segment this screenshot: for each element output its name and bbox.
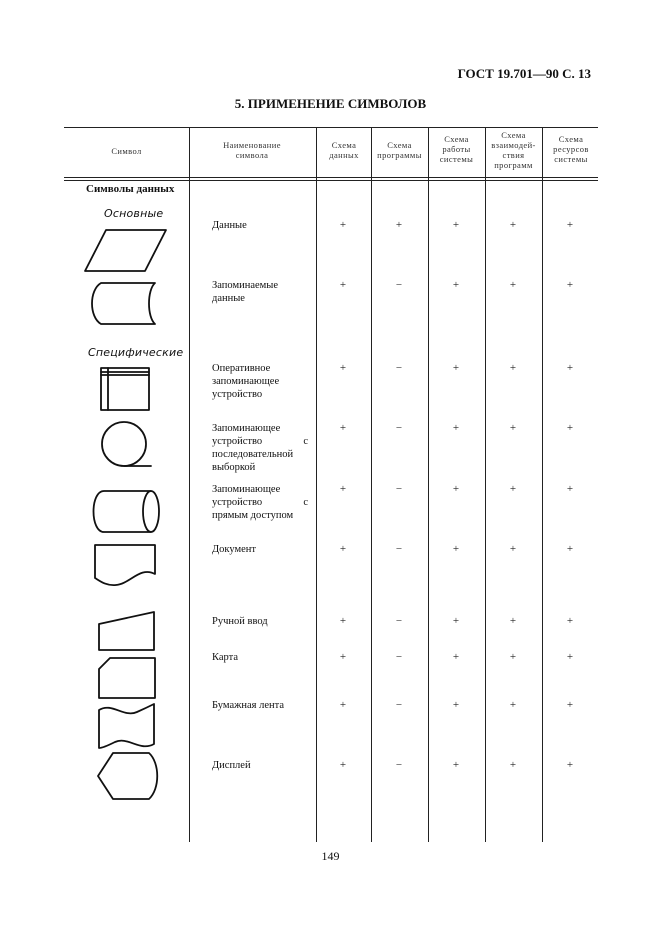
page-number: 149	[321, 849, 340, 863]
mark-cell: +	[339, 759, 347, 771]
card-icon	[99, 658, 155, 698]
mark-cell: +	[509, 422, 517, 434]
mark-cell: −	[395, 279, 403, 291]
mark-cell: +	[339, 543, 347, 555]
manual-input-icon	[99, 612, 154, 650]
sequential-access-storage-icon	[102, 422, 151, 466]
column-header-system-work-scheme: Схема работы системы	[439, 134, 474, 164]
mark-cell: +	[566, 362, 574, 374]
mark-cell: +	[339, 615, 347, 627]
group-title: Символы данных	[86, 183, 175, 195]
row-name-document: Документ	[212, 544, 256, 555]
mark-cell: +	[452, 483, 460, 495]
mark-cell: +	[509, 219, 517, 231]
mark-cell: +	[566, 759, 574, 771]
mark-cell: +	[566, 543, 574, 555]
paper-tape-icon	[99, 704, 154, 748]
row-name-paper-tape: Бумажная лента	[212, 700, 284, 711]
internal-storage-icon	[101, 368, 149, 410]
mark-cell: −	[395, 759, 403, 771]
column-header-program-interaction-scheme: Схема взаимодей-ствия программ	[491, 130, 536, 170]
mark-cell: +	[452, 651, 460, 663]
mark-cell: +	[509, 279, 517, 291]
row-name-display: Дисплей	[212, 760, 251, 771]
mark-cell: −	[395, 362, 403, 374]
mark-cell: +	[566, 422, 574, 434]
mark-cell: +	[566, 219, 574, 231]
mark-cell: +	[566, 615, 574, 627]
mark-cell: +	[452, 279, 460, 291]
column-header-system-resources-scheme: Схема ресурсов системы	[553, 134, 589, 164]
mark-cell: +	[339, 651, 347, 663]
mark-cell: −	[395, 651, 403, 663]
row-name-manual-input: Ручной ввод	[212, 616, 268, 627]
row-name-stored-data: Запоминаемые данные	[212, 280, 279, 304]
mark-cell: +	[509, 759, 517, 771]
mark-cell: +	[452, 543, 460, 555]
mark-cell: +	[339, 219, 347, 231]
mark-cell: +	[339, 422, 347, 434]
direct-access-storage-icon	[94, 491, 160, 532]
stored-data-icon	[92, 283, 155, 324]
mark-cell: +	[566, 699, 574, 711]
subgroup-basic-label: Основные	[104, 207, 164, 220]
mark-cell: +	[509, 651, 517, 663]
row-name-data: Данные	[212, 220, 247, 231]
row-name-card: Карта	[212, 652, 239, 663]
mark-cell: +	[452, 422, 460, 434]
mark-cell: +	[452, 759, 460, 771]
mark-cell: −	[395, 615, 403, 627]
mark-cell: +	[509, 543, 517, 555]
section-title: 5. ПРИМЕНЕНИЕ СИМВОЛОВ	[234, 96, 427, 111]
mark-cell: +	[452, 362, 460, 374]
mark-cell: −	[395, 699, 403, 711]
mark-cell: +	[509, 615, 517, 627]
row-name-internal-storage: Оперативное запоминающее устройство	[212, 363, 280, 400]
mark-cell: +	[395, 219, 403, 231]
mark-cell: +	[339, 362, 347, 374]
data-parallelogram-icon	[85, 230, 166, 271]
display-icon	[98, 753, 157, 799]
row-name-sequential-storage: Запоминающее устройство с последовательной выборкой	[212, 423, 308, 473]
mark-cell: +	[509, 483, 517, 495]
mark-cell: +	[339, 279, 347, 291]
mark-cell: +	[339, 483, 347, 495]
mark-cell: +	[452, 699, 460, 711]
column-header-name: Наименование символа	[223, 140, 281, 160]
mark-cell: +	[452, 615, 460, 627]
mark-cell: +	[452, 219, 460, 231]
mark-cell: +	[566, 279, 574, 291]
mark-cell: +	[509, 362, 517, 374]
subgroup-specific-label: Специфические	[88, 346, 184, 359]
column-header-symbol: Символ	[111, 146, 142, 156]
mark-cell: +	[566, 651, 574, 663]
mark-cell: +	[566, 483, 574, 495]
mark-cell: −	[395, 483, 403, 495]
standard-reference: ГОСТ 19.701—90 С. 13	[457, 66, 591, 81]
column-header-program-scheme: Схема программы	[377, 140, 422, 160]
mark-cell: −	[395, 543, 403, 555]
row-name-direct-storage: Запоминающее устройство с прямым доступом	[212, 484, 308, 521]
document-icon	[95, 545, 155, 585]
mark-cell: −	[395, 422, 403, 434]
mark-cell: +	[509, 699, 517, 711]
mark-cell: +	[339, 699, 347, 711]
column-header-data-scheme: Схема данных	[329, 140, 359, 160]
